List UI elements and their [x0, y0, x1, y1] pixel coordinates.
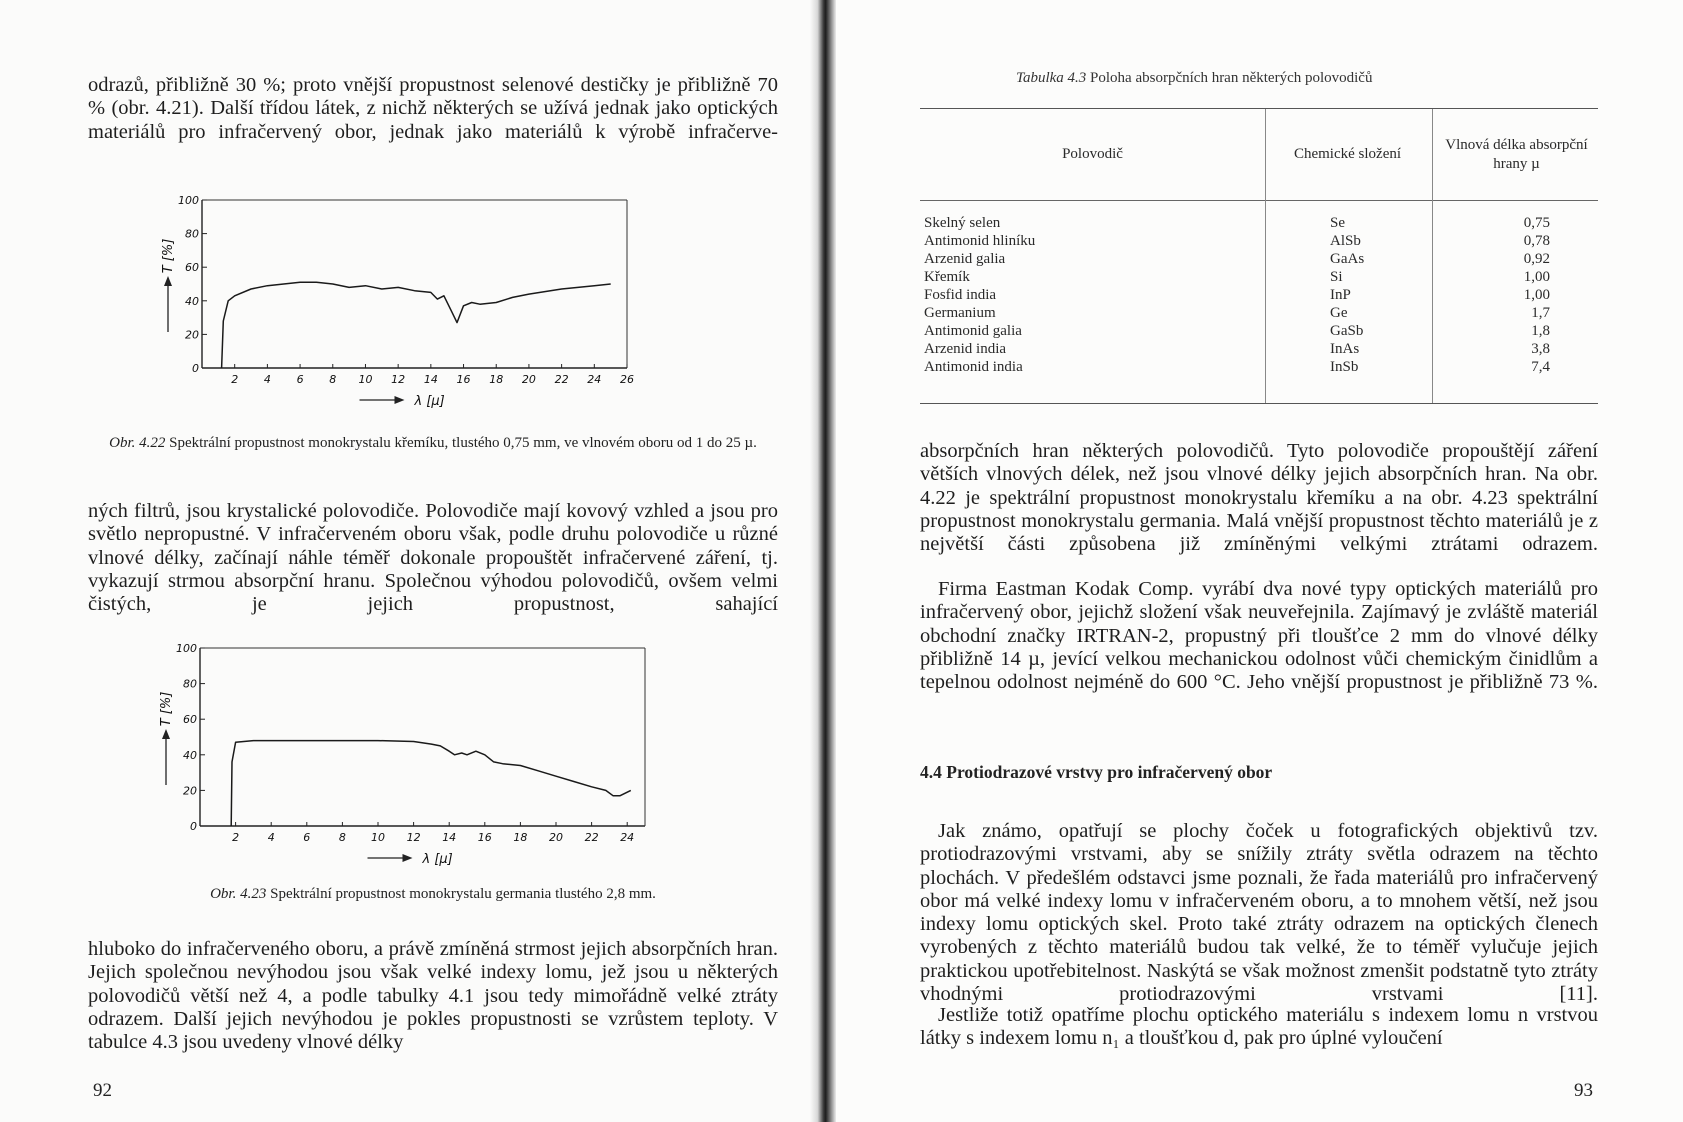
- table-cell: GaSb: [1330, 323, 1364, 339]
- x-tick-label: 6: [296, 373, 304, 386]
- table-header-wavelength: Vlnová délka absorpční hrany µ: [1445, 136, 1588, 172]
- x-tick-label: 16: [477, 831, 492, 844]
- figure-2-caption-text: Spektrální propustnost monokrystalu germania tlustého 2,8 mm.: [270, 886, 656, 902]
- table-divider-1: [1265, 109, 1266, 403]
- y-tick-label: 40: [183, 748, 197, 762]
- table-header-row: [920, 109, 1598, 201]
- x-tick-label: 8: [329, 373, 337, 386]
- y-tick-label: 20: [185, 328, 199, 342]
- x-tick-label: 4: [267, 831, 275, 844]
- table-cell: 7,4: [1531, 359, 1550, 375]
- table-cell: 0,75: [1523, 215, 1550, 231]
- x-tick-label: 14: [442, 831, 457, 844]
- x-tick-label: 10: [358, 373, 373, 386]
- x-tick-label: 22: [584, 831, 599, 844]
- y-tick-label: 80: [183, 677, 197, 691]
- x-tick-label: 24: [587, 373, 602, 386]
- figure-1-caption-label: Obr. 4.22: [109, 435, 166, 451]
- table-caption-text: Poloha absorpčních hran některých polovodičů: [1090, 70, 1373, 86]
- table-cell: 0,78: [1523, 233, 1550, 249]
- table-cell: InP: [1330, 287, 1351, 303]
- x-tick-label: 10: [371, 831, 385, 844]
- table-divider-2: [1432, 109, 1433, 403]
- left-bottom-paragraph: hluboko do infračerveného oboru, a právě zmíněná strmost jejich absorpčních hran. Jejich společnou nevýhodou jsou však velké indexy lomu, jež jsou u některých polovodičů větší než 4, a podle tabulky 4.1 jsou tedy mimořádně velké ztráty odrazem. Další jejich nevýhodou je pokles propustnosti se vzrůstem teploty. V tabulce 4.3 jsou uvedeny vlnové délky: [88, 938, 778, 1054]
- x-tick-label: 18: [489, 373, 504, 386]
- x-tick-label: 2: [232, 831, 240, 844]
- y-tick-label: 0: [192, 362, 199, 375]
- x-tick-label: 12: [391, 373, 406, 386]
- y-tick-label: 40: [185, 294, 199, 308]
- y-tick-label: 100: [176, 642, 197, 655]
- y-tick-label: 20: [183, 784, 197, 798]
- table-header-composition: Chemické složení: [1293, 146, 1402, 162]
- table-cell: Křemík: [924, 269, 970, 285]
- table-cell: 1,8: [1531, 323, 1550, 339]
- y-tick-label: 0: [190, 820, 197, 833]
- x-tick-label: 20: [549, 831, 563, 844]
- table-cell: 1,00: [1523, 287, 1550, 303]
- y-axis-title: T [%]: [161, 238, 176, 274]
- x-tick-label: 24: [620, 831, 635, 844]
- figure-1-caption-text: Spektrální propustnost monokrystalu křemíku, tlustého 0,75 mm, ve vlnovém oboru od 1 do 25 µ.: [169, 435, 757, 451]
- left-page-number: 92: [93, 1080, 112, 1101]
- x-axis-title: λ [µ]: [422, 852, 453, 867]
- table-cell: 1,7: [1531, 305, 1550, 321]
- table-cell: Skelný selen: [924, 215, 1001, 231]
- table-column-semiconductor: [924, 214, 1254, 376]
- table-cell: 0,92: [1523, 251, 1550, 267]
- table-cell: Antimonid galia: [924, 323, 1022, 339]
- x-tick-label: 8: [338, 831, 346, 844]
- y-tick-label: 60: [183, 713, 197, 727]
- table-cell: Arzenid india: [924, 341, 1007, 357]
- x-axis-title: λ [µ]: [414, 394, 445, 409]
- x-tick-label: 6: [303, 831, 311, 844]
- x-axis-arrow-head: [395, 396, 405, 404]
- table-cell: Fosfid india: [924, 287, 997, 303]
- right-paragraph-2: Firma Eastman Kodak Comp. vyrábí dva nové typy optických materiálů pro infračervený obor, jejichž složení však neuveřejnila. Zajímavý je zvláště materiál obchodní značky IRTRAN-2, propustný při tloušťce 2 mm do vlnové délky přibližně 14 µ, jevící velkou mechanickou odolnost vůči chemickým činidlům a tepelnou odolnost nejméně do 600 °C. Jeho vnější propustnost je přibližně 73 %.: [920, 578, 1598, 694]
- left-middle-paragraph: ných filtrů, jsou krystalické polovodiče. Polovodiče mají kovový vzhled a jsou pro světlo nepropustné. V infračerveném oboru však, podle druhu polovodiče u různé vlnové délky, začínají náhle téměř dokonale propouštět infračervené záření, tj. vykazují strmou absorpční hranu. Společnou výhodou polovodičů, ovšem velmi čistých, je jejich propustnost, sahající: [88, 500, 778, 616]
- y-axis-arrow-head: [164, 276, 172, 286]
- series-line: [222, 282, 611, 368]
- y-axis-arrow-head: [162, 729, 170, 739]
- table-cell: GaAs: [1330, 251, 1365, 267]
- table-cell: Si: [1330, 269, 1343, 285]
- figure-2-caption: [88, 885, 778, 904]
- table-cell: InSb: [1330, 359, 1359, 375]
- x-tick-label: 26: [620, 373, 634, 386]
- table-caption-label: Tabulka 4.3: [1016, 70, 1087, 86]
- left-top-paragraph: odrazů, přibližně 30 %; proto vnější propustnost selenové destičky je přibližně 70 % (obr. 4.21). Další třídou látek, z nichž některých se užívá jednak jako optických materiálů pro infračervený obor, jednak jako materiálů k výrobě infračerve-: [88, 74, 778, 143]
- y-tick-label: 100: [178, 194, 199, 207]
- absorption-edge-table: [920, 108, 1598, 404]
- x-tick-label: 18: [513, 831, 528, 844]
- table-cell: Germanium: [924, 305, 996, 321]
- table-cell: Ge: [1330, 305, 1348, 321]
- section-heading: 4.4 Protiodrazové vrstvy pro infračervený obor: [920, 762, 1273, 782]
- x-tick-label: 12: [406, 831, 421, 844]
- x-tick-label: 14: [423, 373, 438, 386]
- x-tick-label: 4: [263, 373, 271, 386]
- table-cell: Antimonid hliníku: [924, 233, 1036, 249]
- y-tick-label: 80: [185, 227, 199, 241]
- right-paragraph-1: absorpčních hran některých polovodičů. Tyto polovodiče propouštějí záření větších vlnových délek, než jsou vlnové délky jejich absorpčních hran. Na obr. 4.22 je spektrální propustnost monokrystalu křemíku a na obr. 4.23 spektrální propustnost monokrystalu germania. Malá vnější propustnost těchto materiálů je z největší části způsobena již zmíněnými velkými ztrátami odrazem.: [920, 440, 1598, 556]
- table-column-composition: [1330, 214, 1420, 376]
- table-header-semiconductor: Polovodič: [1062, 146, 1123, 162]
- y-axis-title: T [%]: [159, 691, 174, 727]
- right-paragraph-3: Jak známo, opatřují se plochy čoček u fotografických objektivů tzv. protiodrazovými vrstvami, aby se snížily ztráty světla odrazem na těchto plochách. V předešlém odstavci jsme poznali, že řada materiálů pro infračervený obor má velké indexy lomu v infračerveném oboru, a to mnohem větší, než jsou indexy lomu optických skel. Proto také ztráty odrazem na optických členech vyrobených z těchto materiálů budou tak velké, že to téměř vylučuje jejich praktickou upotřebitelnost. Naskýtá se však možnost zmenšit podstatně tyto ztráty vhodnými protiodrazovými vrstvami [11].: [920, 820, 1598, 1006]
- table-caption: [1016, 70, 1536, 87]
- table-cell: InAs: [1330, 341, 1360, 357]
- table-cell: AlSb: [1330, 233, 1361, 249]
- x-tick-label: 16: [456, 373, 471, 386]
- figure-2-caption-label: Obr. 4.23: [210, 886, 267, 902]
- x-tick-label: 2: [231, 373, 239, 386]
- x-tick-label: 22: [554, 373, 569, 386]
- series-line: [231, 741, 631, 826]
- figure-1-caption: [88, 434, 778, 453]
- chart-silicon-transmission: [160, 195, 720, 425]
- table-cell: 1,00: [1523, 269, 1550, 285]
- table-cell: Arzenid galia: [924, 251, 1006, 267]
- right-paragraph-4: Jestliže totiž opatříme plochu optického materiálu s indexem lomu n vrstvou látky s indexem lomu n₁ a tloušťkou d, pak pro úplné vyloučení: [920, 1004, 1598, 1050]
- table-cell: Antimonid india: [924, 359, 1023, 375]
- chart-germanium-transmission: [155, 638, 715, 878]
- y-tick-label: 60: [185, 261, 199, 275]
- right-page-number: 93: [1574, 1080, 1593, 1101]
- table-column-wavelength: [1480, 214, 1550, 376]
- x-tick-label: 20: [521, 373, 536, 386]
- x-axis-arrow-head: [403, 854, 413, 862]
- table-cell: Se: [1330, 215, 1345, 231]
- table-cell: 3,8: [1531, 341, 1550, 357]
